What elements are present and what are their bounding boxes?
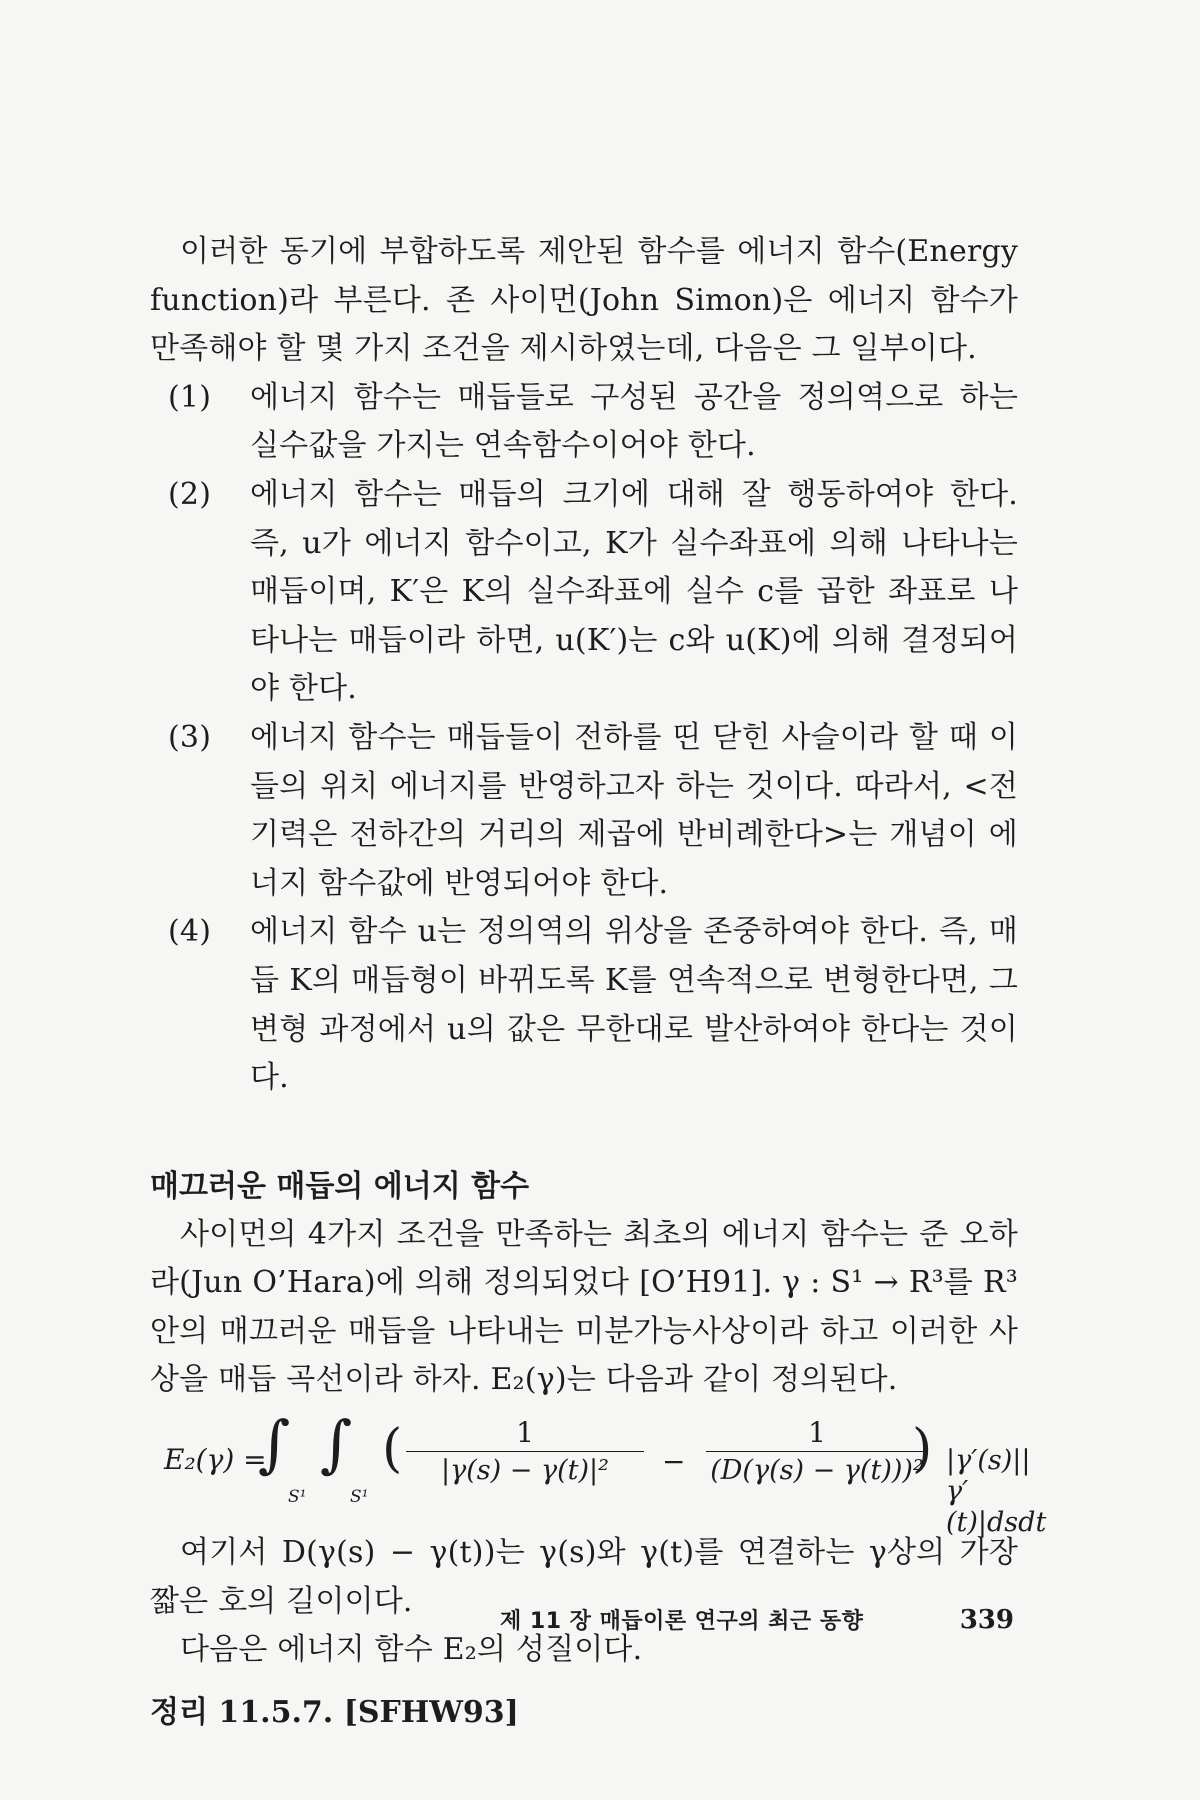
condition-item [168,908,1018,1102]
fraction-denominator: (D(γ(s) − γ(t)))² [710,1455,924,1487]
condition-item [168,374,1018,471]
fraction-numerator: 1 [516,1416,534,1450]
page-number: 339 [959,1605,1014,1635]
integral-domain: S¹ [288,1487,307,1508]
section-paragraph: 사이먼의 4가지 조건을 만족하는 최초의 에너지 함수는 준 오하라(Jun O’Hara)에 의해 정의되었다 [O’H91]. γ : S¹ → R³를 R³안의 매끄러운 매듭을 나타내는 미분가능사상이라 하고 이러한 사상을 매듭 곡선이라 하자. E₂(γ)는 다음과 같이 정의된다. [150,1216,1018,1398]
text-column [150,228,1047,1767]
properties-line: 다음은 에너지 함수 E₂의 성질이다. [180,1632,643,1668]
left-paren: ( [382,1419,403,1480]
theorem-keyword: 정리 [150,1694,208,1730]
right-paren: ) [912,1419,933,1480]
page-footer [500,1600,1020,1642]
theorem-reference: 11.5.7. [SFHW93] [218,1694,519,1730]
minus-sign: − [662,1445,686,1479]
integral-sign: ∫ [320,1407,353,1481]
condition-item [168,714,1018,908]
condition-number: (1) [168,379,212,415]
fraction-numerator: 1 [808,1416,826,1450]
intro-paragraph: 이러한 동기에 부합하도록 제안된 함수를 에너지 함수(Energy function)라 부른다. 존 사이먼(John Simon)은 에너지 함수가 만족해야 할 몇 가지 조건을 제시하였는데, 다음은 그 일부이다. [150,234,1018,367]
condition-number: (2) [168,476,212,512]
theorem-heading [150,1689,1018,1737]
energy-formula [150,1407,1047,1539]
conditions-list [150,374,1018,1103]
fraction-denominator: |γ(s) − γ(t)|² [441,1455,609,1487]
condition-text: 에너지 함수는 매듭의 크기에 대해 잘 행동하여야 한다. 즉, u가 에너지 함수이고, K가 실수좌표에 의해 나타나는 매듭이며, K′은 K의 실수좌표에 실수 c를 곱한 좌표로 나타나는 매듭이라 하면, u(K′)는 c와 u(K)에 의해 결정되어야 한다. [250,476,1018,707]
after-formula-paragraph: 여기서 D(γ(s) − γ(t))는 γ(s)와 γ(t)를 연결하는 γ상의 가장 짧은 호의 길이이다. [150,1535,1018,1619]
condition-number: (3) [168,719,212,755]
condition-text: 에너지 함수는 매듭들로 구성된 공간을 정의역으로 하는 실수값을 가지는 연속함수이어야 한다. [250,379,1018,464]
condition-number: (4) [168,914,212,950]
chapter-title: 제 11 장 매듭이론 연구의 최근 동향 [500,1609,864,1634]
integral-domain: S¹ [350,1487,369,1508]
section-heading: 매끄러운 매듭의 에너지 함수 [150,1168,530,1204]
fraction-first [406,1415,644,1490]
condition-text: 에너지 함수는 매듭들이 전하를 띤 닫힌 사슬이라 할 때 이들의 위치 에너지를 반영하고자 하는 것이다. 따라서, <전기력은 전하간의 거리의 제곱에 반비례한다>는 개념이 에너지 함수값에 반영되어야 한다. [250,719,1018,901]
formula-lhs: E₂(γ) = [164,1443,267,1477]
condition-item [168,471,1018,714]
condition-text: 에너지 함수 u는 정의역의 위상을 존중하여야 한다. 즉, 매듭 K의 매듭형이 바뀌도록 K를 연속적으로 변형한다면, 그 변형 과정에서 u의 값은 무한대로 발산하여야 한다는 것이다. [250,914,1018,1096]
formula-tail: |γ′(s)||γ′(t)|dsdt [946,1445,1047,1539]
integral-sign: ∫ [258,1407,291,1481]
fraction-second [706,1415,928,1490]
